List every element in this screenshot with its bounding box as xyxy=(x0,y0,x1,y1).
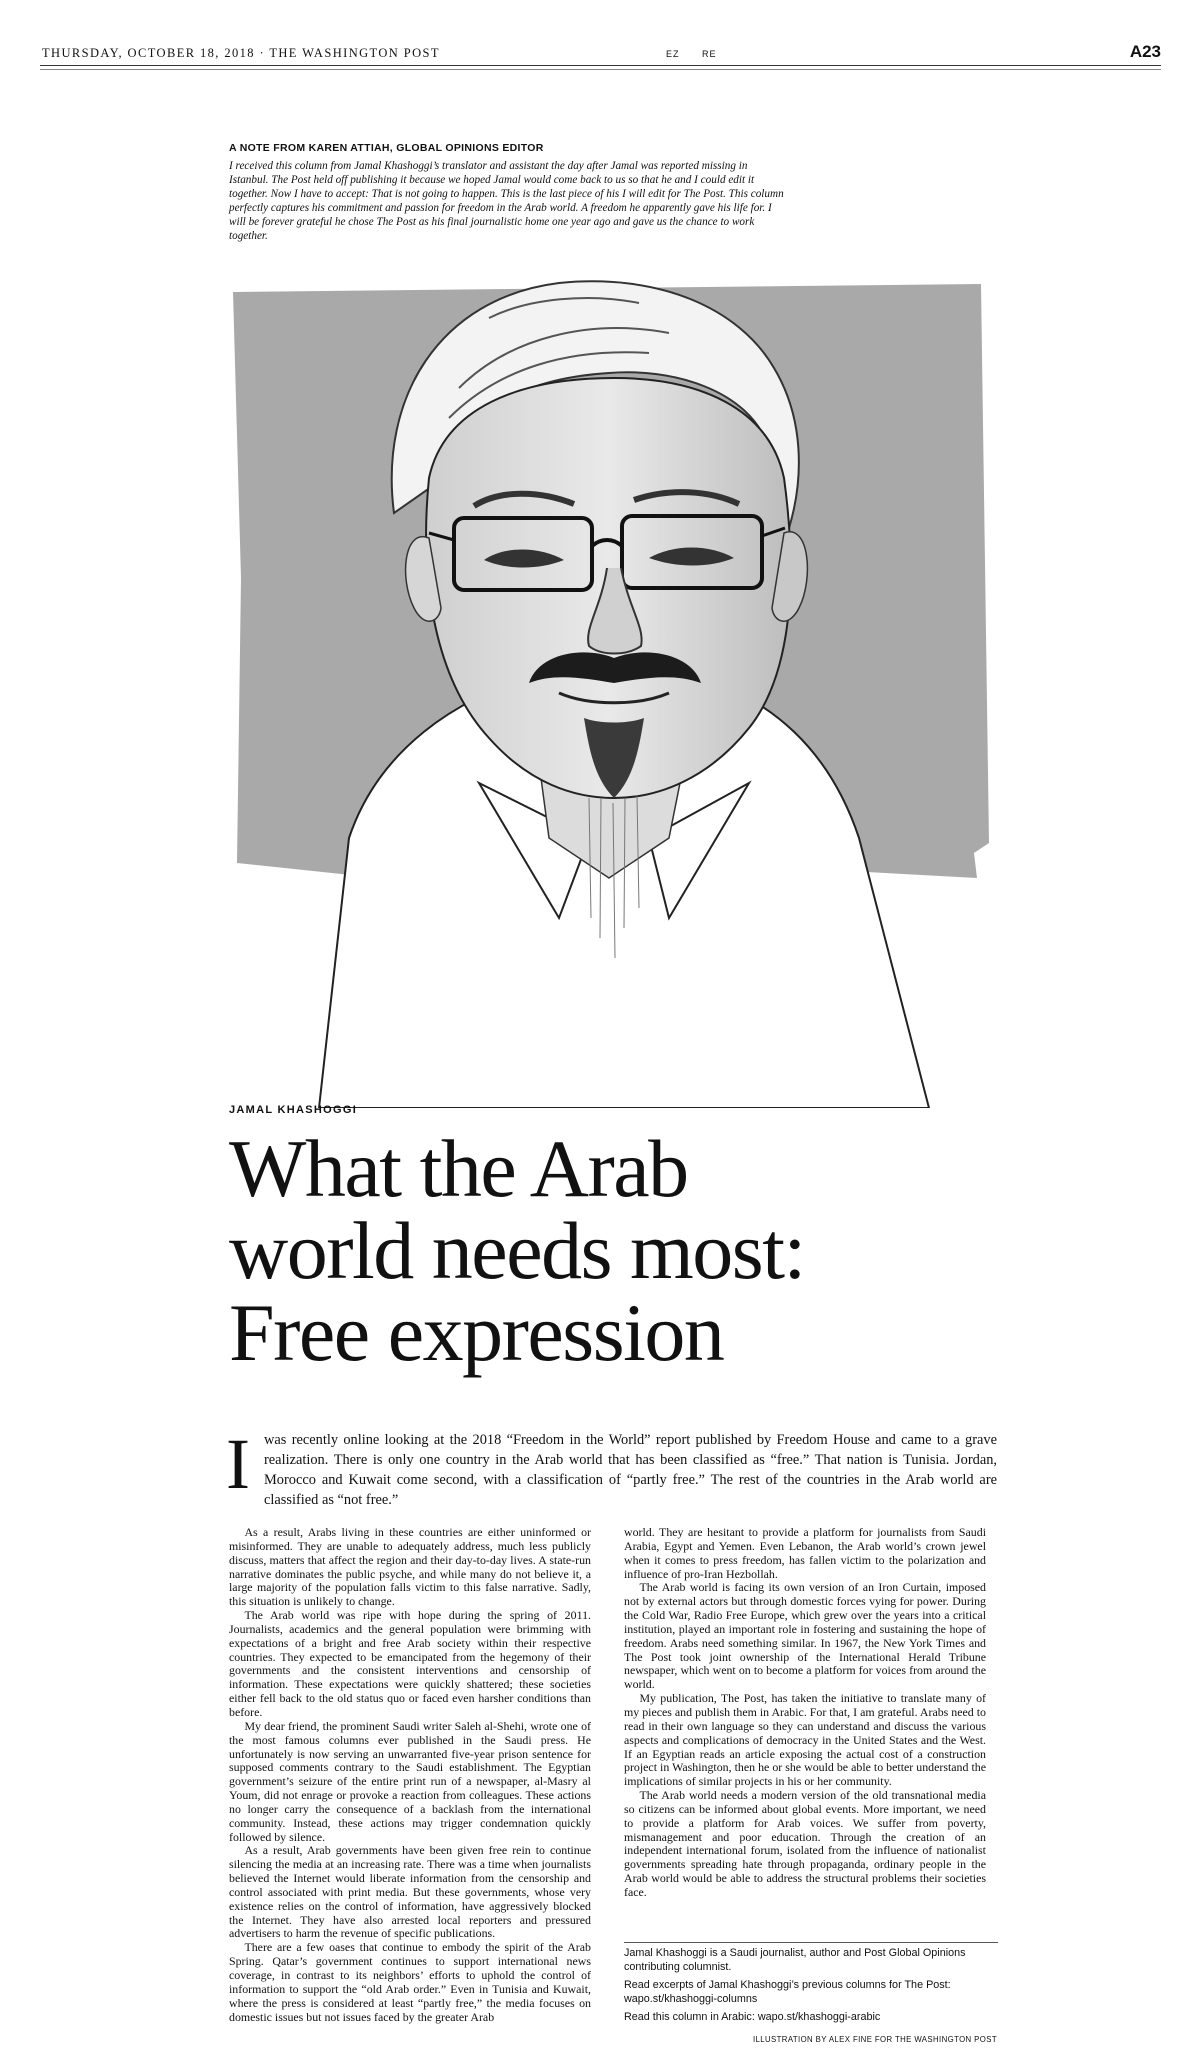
headline-line: What the Arab xyxy=(229,1123,688,1214)
editor-note-text: I received this column from Jamal Khashoggi’s translator and assistant the day after Jamal was reported missing in Istanbul. The Post held off publishing it because we hoped Jamal would come back to us so that he and I could edit it together. Now I have to accept: That is not going to happen. This is the last piece of his I will edit for The Post. This column perfectly captures his commitment and passion for freedom in the Arab world. A freedom he apparently gave his life for. I will be forever grateful he chose The Post as his final journalistic home one year ago and gave us the chance to work together. xyxy=(229,160,784,243)
headline-line: world needs most: xyxy=(229,1205,805,1296)
header-rule-secondary xyxy=(40,69,1161,70)
bio-text: Jamal Khashoggi is a Saudi journalist, author and Post Global Opinions contributing columnist. xyxy=(624,1947,966,1973)
drop-cap: I xyxy=(226,1424,250,1504)
body-column-right xyxy=(624,1526,986,1900)
headline xyxy=(229,1123,1049,1378)
body-paragraph: The Arab world is facing its own version of an Iron Curtain, imposed not by external actors but through domestic forces vying for power. During the Cold War, Radio Free Europe, which grew over the years into a critical institution, played an important role in fostering and sustaining the hope of freedom. Arabs need something similar. In 1967, the New York Times and The Post took joint ownership of the International Herald Tribune newspaper, which went on to become a platform for voices from around the world. xyxy=(624,1580,986,1692)
portrait-illustration xyxy=(229,278,999,1108)
body-paragraph: My dear friend, the prominent Saudi writer Saleh al-Shehi, wrote one of the most famous columns ever published in the Saudi press. He unfortunately is now serving an unwarranted five-year prison sentence for supposed comments contrary to the Saudi establishment. The Egyptian government’s seizure of the entire print run of a newspaper, al-Masry al Youm, did not enrage or provoke a reaction from colleagues. These actions no longer carry the consequence of a backlash from the international community. Instead, these actions may trigger condemnation quickly followed by silence. xyxy=(229,1718,591,1844)
excerpts-link[interactable]: Read excerpts of Jamal Khashoggi’s previous columns for The Post: wapo.st/khashoggi-columns xyxy=(624,1979,951,2005)
byline: JAMAL KHASHOGGI xyxy=(229,1104,358,1116)
header-rule xyxy=(40,65,1161,66)
bio-rule xyxy=(624,1942,998,1943)
illustration-credit: ILLUSTRATION BY ALEX FINE FOR THE WASHINGTON POST xyxy=(752,2035,997,2044)
editor-note-heading: A NOTE FROM KAREN ATTIAH, GLOBAL OPINIONS EDITOR xyxy=(229,142,544,154)
headline-line: Free expression xyxy=(229,1287,724,1378)
body-paragraph: The Arab world was ripe with hope during the spring of 2011. Journalists, academics and the general population were brimming with expectations of a bright and free Arab society within their respective countries. They expected to be emancipated from the hegemony of their governments and the consistent interventions and censorship of information. These expectations were quickly shattered; these societies either fell back to the old status quo or faced even harsher conditions than before. xyxy=(229,1608,591,1719)
folio-date-line: THURSDAY, OCTOBER 18, 2018 · THE WASHINGTON POST xyxy=(42,46,440,60)
body-paragraph: There are a few oases that continue to embody the spirit of the Arab Spring. Qatar’s government continues to support international news coverage, in contrast to its neighbors’ efforts to uphold the control of information to support the “old Arab order.” Even in Tunisia and Kuwait, where the press is considered at least “partly free,” the media focuses on domestic issues but not issues faced by the greater Arab xyxy=(229,1940,591,2024)
arabic-link[interactable]: Read this column in Arabic: wapo.st/khashoggi-arabic xyxy=(624,2011,881,2023)
edition-code-ez: EZ xyxy=(666,49,680,59)
body-column-left xyxy=(229,1526,591,2024)
body-paragraph: The Arab world needs a modern version of the old transnational media so citizens can be informed about global events. More important, we need to provide a platform for Arab voices. We suffer from poverty, mismanagement and poor education. Through the creation of an independent international forum, isolated from the influence of nationalist governments spreading hate through propaganda, ordinary people in the Arab world would be able to address the structural problems their societies face. xyxy=(624,1788,986,1899)
body-paragraph: world. They are hesitant to provide a platform for journalists from Saudi Arabia, Egypt and Yemen. Even Lebanon, the Arab world’s crown jewel when it comes to press freedom, has fallen victim to the polarization and influence of pro-Iran Hezbollah. xyxy=(624,1525,986,1581)
author-bio xyxy=(624,1947,998,2030)
body-paragraph: As a result, Arab governments have been given free rein to continue silencing the media at an increasing rate. There was a time when journalists believed the Internet would liberate information from the censorship and control associated with print media. But these governments, whose very existence relies on the control of information, have aggressively blocked the Internet. They have also arrested local reporters and pressured advertisers to harm the revenue of specific publications. xyxy=(229,1843,591,1941)
edition-code-re: RE xyxy=(702,49,717,59)
body-paragraph: My publication, The Post, has taken the initiative to translate many of my pieces and publish them in Arabic. For that, I am grateful. Arabs need to read in their own language so they can understand and discuss the various aspects and complications of democracy in the United States and the West. If an Egyptian reads an article exposing the actual cost of a construction project in Washington, then he or she would be able to better understand the implications of similar projects in his or her community. xyxy=(624,1691,986,1789)
lede-paragraph: was recently online looking at the 2018 “Freedom in the World” report published by Freedom House and came to a grave realization. There is only one country in the Arab world that has been classified as “free.” That nation is Tunisia. Jordan, Morocco and Kuwait come second, with a classification of “partly free.” The rest of the countries in the Arab world are classified as “not free.” xyxy=(264,1432,997,1508)
page-number: A23 xyxy=(1129,42,1161,61)
body-paragraph: As a result, Arabs living in these countries are either uninformed or misinformed. They are unable to adequately address, much less publicly discuss, matters that affect the region and their day-to-day lives. A state-run narrative dominates the public psyche, and while many do not believe it, a large majority of the population falls victim to this false narrative. Sadly, this situation is unlikely to change. xyxy=(229,1525,591,1609)
